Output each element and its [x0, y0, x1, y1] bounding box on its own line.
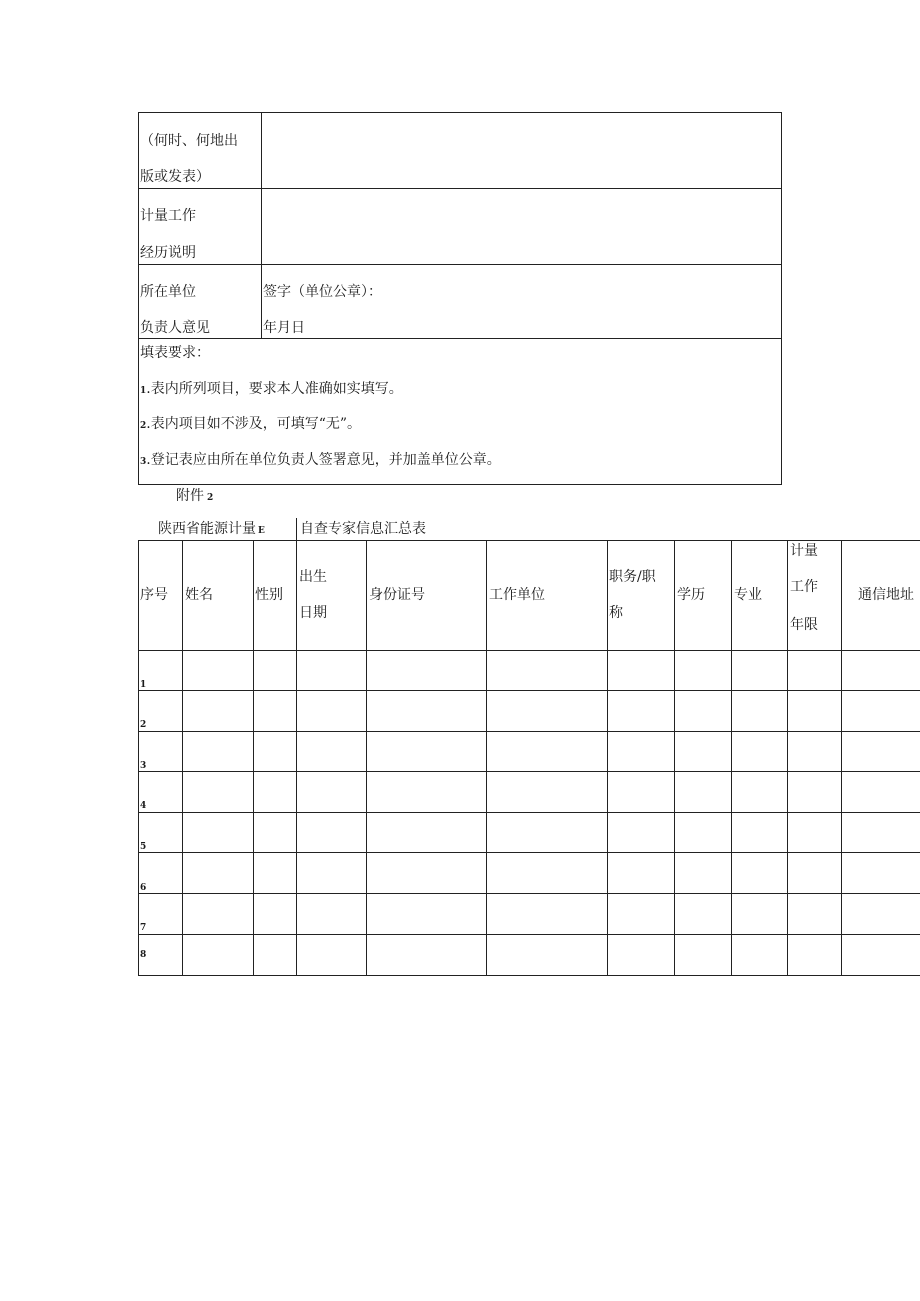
requirement-item [140, 417, 361, 431]
experience-label-line2: 经历说明 [140, 245, 196, 261]
experience-label-line1: 计量工作 [140, 208, 196, 224]
header-address: 通信地址 [858, 587, 914, 603]
requirement-number: 2 [140, 421, 147, 431]
header-seq: 序号 [140, 587, 168, 603]
header-years-line1: 计量 [790, 543, 818, 559]
row-number: 6 [140, 883, 147, 893]
header-position-line2: 称 [609, 605, 623, 621]
date-text: 年月日 [263, 320, 305, 336]
header-id-number: 身份证号 [369, 587, 425, 603]
attachment-label: 附件 2 [176, 488, 214, 504]
header-years-line3: 年限 [790, 617, 818, 633]
header-years-line2: 工作 [790, 579, 818, 595]
row-number: 1 [140, 680, 147, 690]
row-number: 2 [140, 720, 147, 730]
requirement-text: .表内项目如不涉及，可填写“无”。 [146, 416, 362, 432]
experience-input-cell[interactable] [263, 190, 779, 263]
requirement-number: 3 [140, 457, 147, 467]
row-number: 8 [140, 950, 147, 960]
publication-label-line2: 版或发表） [140, 169, 210, 185]
header-name: 姓名 [185, 587, 213, 603]
row-number: 7 [140, 923, 147, 933]
summary-table-title-right: 自查专家信息汇总表 [300, 521, 426, 537]
requirement-number: 1 [140, 386, 147, 396]
requirements-title: 填表要求： [140, 345, 210, 361]
requirement-item [140, 453, 501, 467]
signature-text: 签字（单位公章）： [263, 284, 382, 300]
requirement-text: .表内所列项目，要求本人准确如实填写。 [146, 381, 403, 397]
publication-label-line1: （何时、何地出 [140, 133, 238, 149]
unit-label-line2: 负责人意见 [140, 320, 210, 336]
header-education: 学历 [677, 587, 705, 603]
row-number: 4 [140, 801, 147, 811]
requirement-text: .登记表应由所在单位负责人签署意见，并加盖单位公章。 [146, 452, 501, 468]
unit-label-line1: 所在单位 [140, 284, 196, 300]
header-position-line1: 职务/职 [609, 569, 656, 585]
header-birth-line1: 出生 [299, 569, 327, 585]
requirement-item [140, 382, 403, 396]
header-birth-line2: 日期 [299, 605, 327, 621]
header-work-unit: 工作单位 [489, 587, 545, 603]
row-number: 3 [140, 761, 147, 771]
summary-table-title-left: 陕西省能源计量 E [158, 521, 265, 537]
header-gender: 性别 [255, 587, 283, 603]
publication-input-cell[interactable] [263, 114, 779, 187]
row-number: 5 [140, 842, 147, 852]
header-major: 专业 [734, 587, 762, 603]
